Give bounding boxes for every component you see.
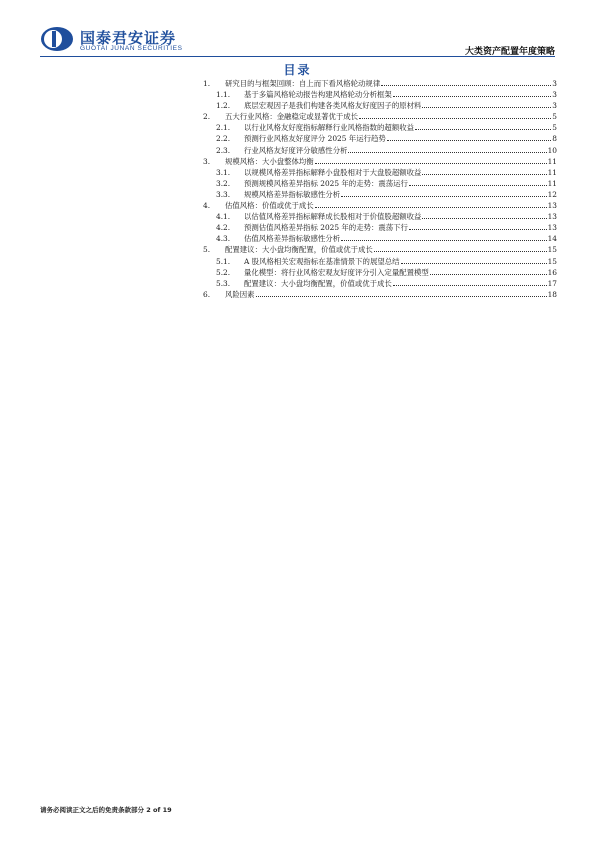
- toc-entry[interactable]: [203, 233, 557, 244]
- toc-entry-title: 量化模型：将行业风格宏观友好度评分引入定量配置模型: [244, 267, 429, 277]
- toc-entry-page: 14: [547, 234, 557, 244]
- toc-entry-title: 预测行业风格友好度评分 2025 年运行趋势: [244, 134, 386, 144]
- toc-entry-page: 13: [547, 223, 557, 233]
- toc-entry[interactable]: [203, 200, 557, 211]
- toc-entry-title: 研究目的与框架回顾：自上而下看风格轮动规律: [225, 79, 381, 88]
- toc-dot-leader: [409, 178, 547, 186]
- toc-entry-number: 1.: [203, 79, 211, 88]
- toc-entry[interactable]: [203, 256, 557, 267]
- toc-entry-page: 15: [547, 256, 557, 266]
- toc-entry-page: 12: [547, 189, 557, 199]
- toc-entry-page: 5: [552, 112, 557, 122]
- company-logo: [40, 26, 220, 56]
- toc-entry-number: 5.: [203, 245, 211, 255]
- logo-mark-icon: [40, 26, 74, 52]
- toc-dot-leader: [409, 222, 547, 230]
- toc-entry-number: 2.1.: [216, 123, 231, 133]
- toc-entry-title: A 股风格相关宏观指标在基准情景下的展望总结: [244, 256, 400, 266]
- toc-entry-number: 4.3.: [216, 234, 231, 244]
- toc-entry-title: 规模风格：大小盘整体均衡: [225, 156, 314, 166]
- toc-entry-page: 13: [547, 212, 557, 222]
- toc-entry-number: 5.1.: [216, 256, 231, 266]
- toc-dot-leader: [387, 133, 552, 141]
- toc-entry-page: 13: [547, 201, 557, 211]
- toc-entry[interactable]: [203, 122, 557, 133]
- toc-entry-number: 5.2.: [216, 267, 231, 277]
- toc-title: 目录: [283, 63, 312, 77]
- toc-entry[interactable]: [203, 222, 557, 233]
- toc-entry-page: 15: [547, 245, 557, 255]
- toc-entry-title: 以规模风格差异指标解释小盘股相对于大盘股超额收益: [244, 167, 422, 177]
- toc-entry-title: 预测规模风格差异指标 2025 年的走势：震荡运行: [244, 178, 408, 188]
- toc-dot-leader: [393, 89, 551, 97]
- toc-entry-number: 1.1.: [216, 90, 231, 100]
- toc-entry-number: 3.: [203, 156, 211, 166]
- toc-entry-number: 3.2.: [216, 178, 231, 188]
- toc-entry-page: 3: [552, 101, 557, 111]
- toc-entry-page: 16: [547, 267, 557, 277]
- toc-dot-leader: [341, 189, 547, 197]
- toc-entry-number: 2.2.: [216, 134, 231, 144]
- toc-entry[interactable]: [203, 156, 557, 167]
- toc-entry[interactable]: [203, 89, 557, 100]
- toc-entry[interactable]: [203, 145, 557, 156]
- table-of-contents: [203, 78, 557, 300]
- toc-entry-title: 行业风格友好度评分敏感性分析: [244, 145, 348, 155]
- toc-entry[interactable]: [203, 133, 557, 144]
- toc-entry[interactable]: [203, 189, 557, 200]
- toc-dot-leader: [381, 78, 551, 86]
- toc-entry-page: 10: [547, 145, 557, 155]
- toc-entry-number: 3.1.: [216, 167, 231, 177]
- toc-entry-number: 2.3.: [216, 145, 231, 155]
- toc-entry-title: 估值风格差异指标敏感性分析: [244, 234, 341, 244]
- toc-dot-leader: [315, 200, 547, 208]
- toc-entry[interactable]: [203, 211, 557, 222]
- toc-dot-leader: [415, 122, 551, 130]
- toc-dot-leader: [422, 167, 546, 175]
- toc-dot-leader: [401, 256, 547, 264]
- toc-entry-page: 5: [552, 123, 557, 133]
- logo-chinese-name: 国泰君安证券: [80, 29, 177, 47]
- toc-entry-number: 3.3.: [216, 189, 231, 199]
- header-divider: [40, 56, 555, 57]
- toc-dot-leader: [341, 233, 547, 241]
- toc-entry-page: 18: [547, 289, 557, 299]
- toc-entry-page: 11: [547, 178, 557, 188]
- toc-entry[interactable]: [203, 78, 557, 89]
- toc-entry[interactable]: [203, 267, 557, 278]
- toc-entry-number: 4.: [203, 201, 211, 211]
- footer-disclaimer: 请务必阅读正文之后的免责条款部分 2 of 19: [40, 806, 172, 814]
- toc-entry-page: 17: [547, 278, 557, 288]
- toc-entry-number: 1.2.: [216, 101, 231, 111]
- toc-entry[interactable]: [203, 111, 557, 122]
- toc-dot-leader: [348, 145, 546, 153]
- toc-entry[interactable]: [203, 178, 557, 189]
- toc-entry-number: 4.1.: [216, 212, 231, 222]
- toc-dot-leader: [430, 267, 547, 275]
- toc-entry[interactable]: [203, 278, 557, 289]
- toc-entry-title: 配置建议：大小盘均衡配置，价值或优于成长: [225, 245, 373, 255]
- toc-entry-page: 11: [547, 156, 557, 166]
- toc-entry-title: 五大行业风格：金融稳定或显著优于成长: [225, 112, 359, 122]
- toc-dot-leader: [393, 278, 547, 286]
- toc-dot-leader: [374, 244, 547, 252]
- toc-entry-title: 风险因素: [225, 289, 255, 299]
- toc-dot-leader: [256, 289, 547, 297]
- toc-entry[interactable]: [203, 289, 557, 300]
- toc-entry-page: 8: [552, 134, 557, 144]
- toc-entry[interactable]: [203, 167, 557, 178]
- page-header: [0, 0, 595, 60]
- toc-dot-leader: [422, 211, 546, 219]
- toc-dot-leader: [422, 100, 551, 108]
- toc-dot-leader: [359, 111, 551, 119]
- toc-entry-title: 底层宏观因子是我们构建各类风格友好度因子的原材料: [244, 101, 422, 111]
- toc-entry-title: 规模风格差异指标敏感性分析: [244, 189, 341, 199]
- toc-entry-title: 以行业风格友好度指标解释行业风格指数的超额收益: [244, 123, 414, 133]
- toc-entry[interactable]: [203, 244, 557, 255]
- toc-entry-number: 2.: [203, 112, 211, 122]
- toc-entry-number: 6.: [203, 289, 211, 299]
- logo-english-name: GUOTAI JUNAN SECURITIES: [80, 45, 183, 52]
- toc-entry-title: 基于多篇风格轮动报告构建风格轮动分析框架: [244, 90, 392, 100]
- toc-entry-title: 估值风格：价值或优于成长: [225, 201, 314, 211]
- report-series-title: 大类资产配置年度策略: [464, 47, 555, 57]
- toc-entry[interactable]: [203, 100, 557, 111]
- toc-entry-page: 3: [552, 90, 557, 100]
- toc-entry-title: 以估值风格差异指标解释成长股相对于价值股超额收益: [244, 212, 422, 222]
- toc-entry-number: 4.2.: [216, 223, 231, 233]
- toc-entry-number: 5.3.: [216, 278, 231, 288]
- toc-entry-page: 11: [547, 167, 557, 177]
- toc-entry-title: 配置建议：大小盘均衡配置，价值或优于成长: [244, 278, 392, 288]
- toc-entry-title: 预测估值风格差异指标 2025 年的走势：震荡下行: [244, 223, 408, 233]
- toc-entry-page: 3: [552, 79, 557, 88]
- toc-dot-leader: [315, 156, 547, 164]
